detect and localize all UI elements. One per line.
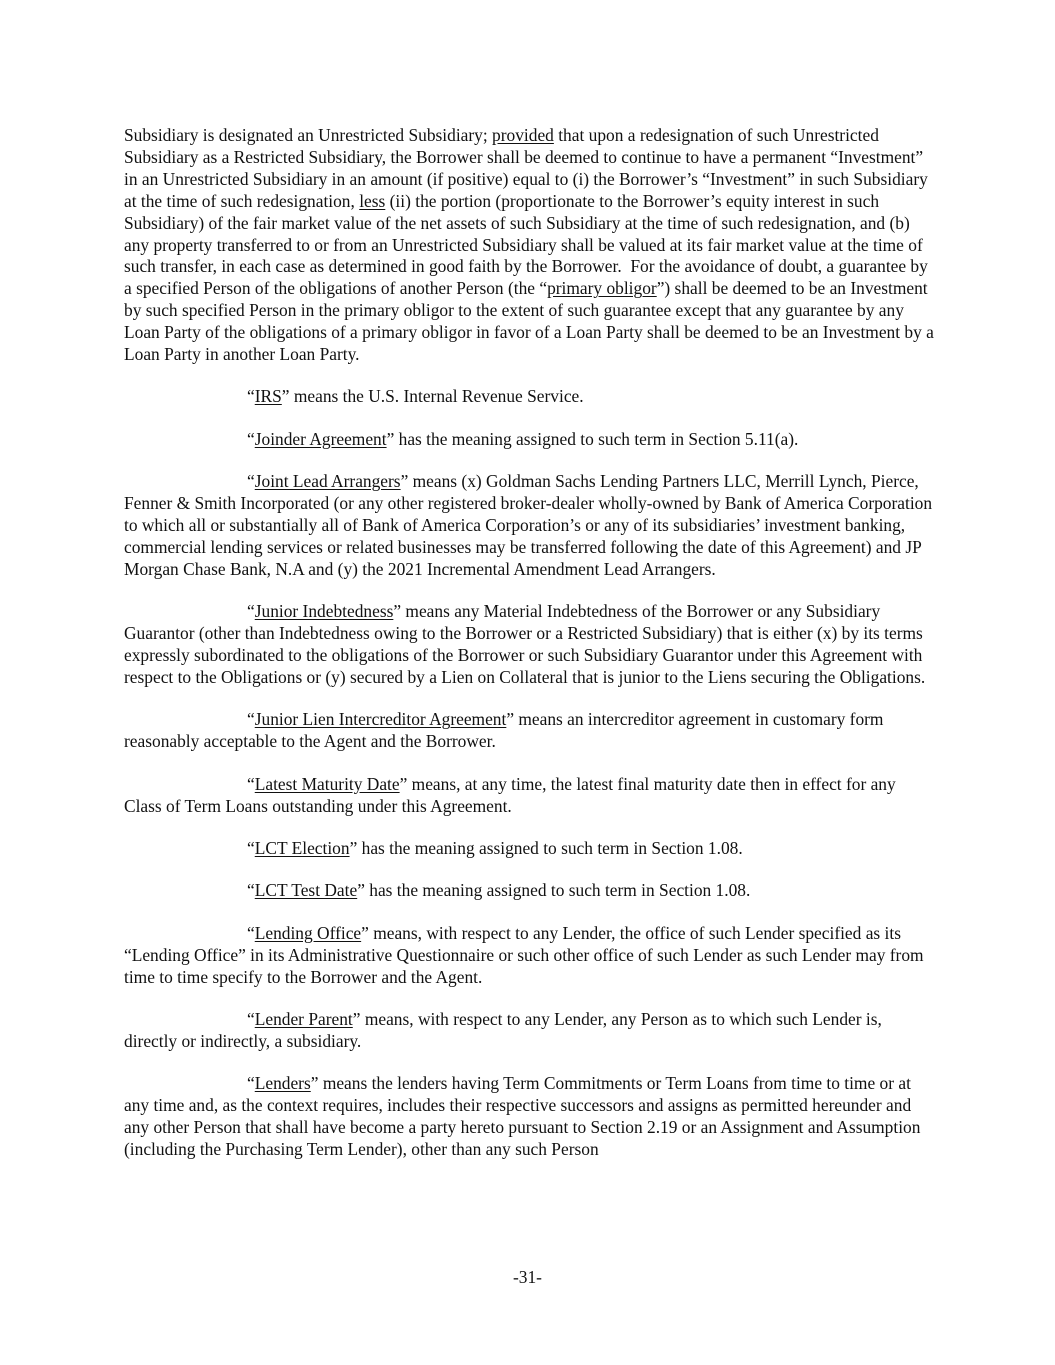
defined-term: Latest Maturity Date	[254, 773, 400, 794]
defined-term: Joinder Agreement	[254, 428, 387, 449]
text-run: ” means (x) Goldman Sachs Lending Partners LLC, Merrill Lynch, Pierce, Fenner & Smith Incorporated (or any other registered broker-dealer wholly-owned by Bank of America Corporation to which all or substantially all of Bank of America Corporation’s or any of its subsidiaries’ investment banking, commercial lending services or related businesses may be transferred following the date of this Agreement) and JP Morgan Chase Bank, N.A and (y) the 2021 Incremental Amendment Lead Arrangers.	[124, 471, 933, 579]
text-run: ” means, with respect to any Lender, any Person as to which such Lender is, directly or indirectly, a subsidiary.	[124, 1009, 882, 1051]
text-run: ” means the lenders having Term Commitments or Term Loans from time to time or at any time and, as the context requires, includes their respective successors and assigns as permitted hereunder and any other Person that shall have become a party hereto pursuant to Section 2.19 or an Assignment and Assumption (including the Purchasing Term Lender), other than any such Person	[124, 1073, 921, 1160]
defined-term: primary obligor	[547, 278, 657, 299]
text-run: “	[247, 386, 255, 407]
text-run: that upon a redesignation of such Unrestricted Subsidiary as a Restricted Subsidiary, the Borrower shall be deemed to continue to have a permanent “Investment” in an Unrestricted Subsidiary in an amount (if positive) equal to (i) the Borrower’s “Investment” in such Subsidiary at the time of such redesignation,	[124, 125, 928, 211]
text-run: ” has the meaning assigned to such term in Section 1.08.	[349, 838, 743, 859]
text-run: ” means the U.S. Internal Revenue Service.	[281, 386, 584, 407]
text-run: “	[247, 709, 255, 730]
defined-term: Lenders	[254, 1073, 311, 1094]
text-run: “	[247, 471, 255, 492]
text-run: ” means any Material Indebtedness of the Borrower or any Subsidiary Guarantor (other than Indebtedness owing to the Borrower or a Restricted Subsidiary) that is either (x) by its terms expressly subordinated to the obligations of the Borrower or such Subsidiary Guarantor under this Agreement with respect to the Obligations or (y) secured by a Lien on Collateral that is junior to the Liens securing the Obligations.	[124, 601, 926, 688]
definition-paragraph	[124, 1009, 934, 1053]
definition-paragraph	[124, 774, 934, 818]
defined-term: Junior Indebtedness	[254, 601, 394, 622]
page-number: -31-	[513, 1267, 542, 1287]
text-run: “	[247, 1009, 255, 1030]
text-run: “	[247, 1073, 255, 1094]
text-run: “	[247, 601, 255, 622]
text-run: ” has the meaning assigned to such term in Section 1.08.	[357, 880, 751, 901]
text-run: (ii) the portion (proportionate to the Borrower’s equity interest in such Subsidiary) of the fair market value of the net assets of such Subsidiary at the time of such redesignation, and (b) any property transferred to or from an Unrestricted Subsidiary shall be valued at its fair market value at the time of such transfer, in each case as determined in good faith by the Borrower. For the avoidance of doubt, a guarantee by a specified Person of the obligations of another Person (the “	[124, 190, 928, 299]
definition-paragraph	[124, 429, 934, 451]
defined-term: Joint Lead Arrangers	[254, 471, 401, 492]
definition-paragraph	[124, 1073, 934, 1161]
definition-paragraph	[124, 386, 934, 408]
text-run: Subsidiary is designated an Unrestricted Subsidiary;	[124, 125, 493, 145]
definition-paragraph	[124, 880, 934, 902]
text-run: “	[247, 838, 255, 859]
text-run: ” means an intercreditor agreement in customary form reasonably acceptable to the Agent and the Borrower.	[124, 709, 884, 752]
defined-term: LCT Election	[254, 838, 350, 859]
defined-term: provided	[492, 125, 554, 145]
defined-term: Lender Parent	[254, 1009, 353, 1030]
definition-paragraph	[124, 601, 934, 689]
document-body	[124, 125, 934, 1182]
definition-paragraph	[124, 838, 934, 860]
text-run: “	[247, 922, 255, 943]
text-run: “	[247, 773, 255, 794]
continuation-paragraph	[124, 125, 934, 366]
defined-term: IRS	[254, 386, 282, 407]
text-run: ” means, with respect to any Lender, the office of such Lender specified as its “Lending Office” in its Administrative Questionnaire or such other office of such Lender as such Lender may from time to time specify to the Borrower and the Agent.	[124, 922, 924, 987]
defined-term: less	[359, 190, 386, 211]
definition-paragraph	[124, 923, 934, 989]
text-run: “	[247, 428, 255, 449]
text-run: “	[247, 880, 255, 901]
defined-term: Junior Lien Intercreditor Agreement	[254, 709, 507, 730]
definition-paragraph	[124, 709, 934, 753]
text-run: ” means, at any time, the latest final maturity date then in effect for any Class of Term Loans outstanding under this Agreement.	[124, 773, 896, 816]
defined-term: Lending Office	[254, 922, 362, 943]
definition-paragraph	[124, 471, 934, 581]
text-run: ”) shall be deemed to be an Investment by such specified Person in the primary obligor to the extent of such guarantee except that any guarantee by any Loan Party of the obligations of a primary obligor in favor of a Loan Party shall be deemed to be an Investment by a Loan Party in another Loan Party.	[124, 278, 934, 365]
defined-term: LCT Test Date	[254, 880, 358, 901]
text-run: ” has the meaning assigned to such term in Section 5.11(a).	[386, 428, 799, 449]
